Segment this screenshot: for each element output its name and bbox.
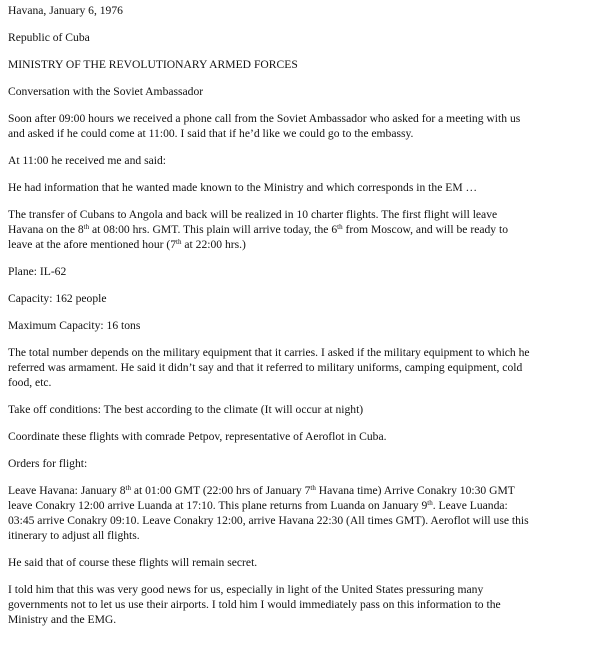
paragraph-information: He had information that he wanted made known to the Ministry and which corresponds in the EM … <box>8 181 478 194</box>
text-line: The total number depends on the military equipment that it carries. I asked if the military equipment to which he <box>8 346 530 359</box>
header-date: Havana, January 6, 1976 <box>8 4 123 17</box>
paragraph-transfer <box>8 207 592 252</box>
text-line: The transfer of Cubans to Angola and back will be realized in 10 charter flights. The first flight will leave <box>8 208 498 221</box>
text-line: Ministry and the EMG. <box>8 613 117 626</box>
text-line: 03:45 arrive Conakry 09:10. Leave Conakry 12:00, arrive Havana 22:30 (All times GMT). Aeroflot will use this <box>8 514 529 527</box>
text-line: governments not to let us use their airports. I told him I would immediately pass on this information to the <box>8 598 501 611</box>
paragraph-secret: He said that of course these flights will remain secret. <box>8 556 258 569</box>
max-capacity-info: Maximum Capacity: 16 tons <box>8 319 141 332</box>
paragraph-equipment <box>8 345 592 390</box>
capacity-info: Capacity: 162 people <box>8 292 107 305</box>
text-line: Soon after 09:00 hours we received a phone call from the Soviet Ambassador who asked for a meeting with us <box>8 112 521 125</box>
text-line: I told him that this was very good news for us, especially in light of the United States pressuring many <box>8 583 484 596</box>
text-line: Leave Havana: January 8th at 01:00 GMT (22:00 hrs of January 7th Havana time) Arrive Conakry 10:30 GMT <box>8 484 515 497</box>
text-line: leave at the afore mentioned hour (7th at 22:00 hrs.) <box>8 238 246 251</box>
header-subject: Conversation with the Soviet Ambassador <box>8 85 204 98</box>
paragraph-itinerary <box>8 483 592 543</box>
text-line: food, etc. <box>8 376 52 389</box>
paragraph-received: At 11:00 he received me and said: <box>8 154 166 167</box>
text-line: leave Conakry 12:00 arrive Luanda at 17:10. This plane returns from Luanda on January 9th. Leave Luanda: <box>8 499 508 512</box>
paragraph-good-news <box>8 582 592 627</box>
orders-heading: Orders for flight: <box>8 457 88 470</box>
document-body <box>8 3 592 639</box>
text-line: referred was armament. He said it didn’t say and that it referred to military uniforms, camping equipment, cold <box>8 361 523 374</box>
coordinate-note: Coordinate these flights with comrade Petpov, representative of Aeroflot in Cuba. <box>8 430 387 443</box>
header-ministry: MINISTRY OF THE REVOLUTIONARY ARMED FORCES <box>8 58 298 71</box>
text-line: itinerary to adjust all flights. <box>8 529 140 542</box>
text-line: Havana on the 8th at 08:00 hrs. GMT. This plain will arrive today, the 6th from Moscow, and will be ready to <box>8 223 508 236</box>
text-line: and asked if he could come at 11:00. I said that if he’d like we could go to the embassy. <box>8 127 414 140</box>
takeoff-conditions: Take off conditions: The best according to the climate (It will occur at night) <box>8 403 364 416</box>
plane-info: Plane: IL-62 <box>8 265 67 278</box>
header-country: Republic of Cuba <box>8 31 90 44</box>
paragraph-phone-call <box>8 111 592 141</box>
